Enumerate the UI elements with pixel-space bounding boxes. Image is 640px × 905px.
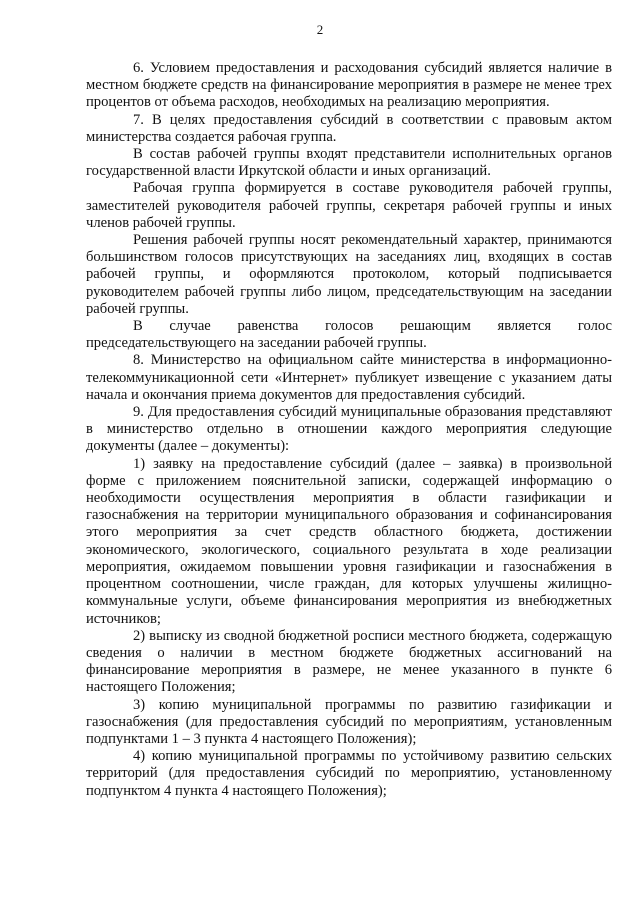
paragraph-condition: 6. Условием предоставления и расходования субсидий является наличие в местном бюджете средств на финансирование мероприятия в размере не менее трех процентов от объема расходов, необходимых на реализацию мероприятия. xyxy=(86,60,612,111)
paragraph-group-decisions: Решения рабочей группы носят рекомендательный характер, принимаются большинством голосов присутствующих на заседаниях лиц, входящих в состав рабочей группы, и оформляются протоколом, который подписывается руководителем рабочей группы либо лицом, председательствующим на заседании рабочей группы. xyxy=(86,232,612,317)
paragraph-working-group: 7. В целях предоставления субсидий в соответствии с правовым актом министерства создается рабочая группа. xyxy=(86,111,612,145)
list-item-gas-program: 3) копию муниципальной программы по развитию газификации и газоснабжения (для предоставления субсидий по мероприятиям, установленным подпунктами 1 – 3 пункта 4 настоящего Положения); xyxy=(86,696,612,747)
paragraph-publication: 8. Министерство на официальном сайте министерства в информационно-телекоммуникационной сети «Интернет» публикует извещение с указанием даты начала и окончания приема документов для предоставления субсидий. xyxy=(86,352,612,403)
paragraph-documents-intro: 9. Для предоставления субсидий муниципальные образования представляют в министерство отдельно в отношении каждого мероприятия следующие документы (далее – документы): xyxy=(86,404,612,455)
document-body xyxy=(86,60,612,800)
paragraph-group-formation: Рабочая группа формируется в составе руководителя рабочей группы, заместителей руководителя рабочей группы, секретаря рабочей группы и иных членов рабочей группы. xyxy=(86,180,612,231)
page-number: 2 xyxy=(316,22,324,37)
paragraph-group-composition: В состав рабочей группы входят представители исполнительных органов государственной власти Иркутской области и иных организаций. xyxy=(86,146,612,180)
paragraph-tie-vote: В случае равенства голосов решающим является голос председательствующего на заседании рабочей группы. xyxy=(86,318,612,352)
list-item-budget-extract: 2) выписку из сводной бюджетной росписи местного бюджета, содержащую сведения о наличии в местном бюджете бюджетных ассигнований на финансирование мероприятия в размере, не менее указанного в пункте 6 настоящего Положения; xyxy=(86,627,612,696)
list-item-rural-program: 4) копию муниципальной программы по устойчивому развитию сельских территорий (для предоставления субсидий по мероприятию, установленному подпунктом 4 пункта 4 настоящего Положения); xyxy=(86,748,612,799)
list-item-application: 1) заявку на предоставление субсидий (далее – заявка) в произвольной форме с приложением пояснительной записки, содержащей информацию о необходимости осуществления мероприятия в области газификации и газоснабжения на территории муниципального образования и софинансирования этого мероприятия за счет средств областного бюджета, достижении экономического, экологического, социального результата в ходе реализации мероприятия, ожидаемом повышении уровня газификации и газоснабжения в процентном соотношении, числе граждан, для которых улучшены жилищно-коммунальные услуги, объеме финансирования мероприятия из внебюджетных источников; xyxy=(86,455,612,627)
